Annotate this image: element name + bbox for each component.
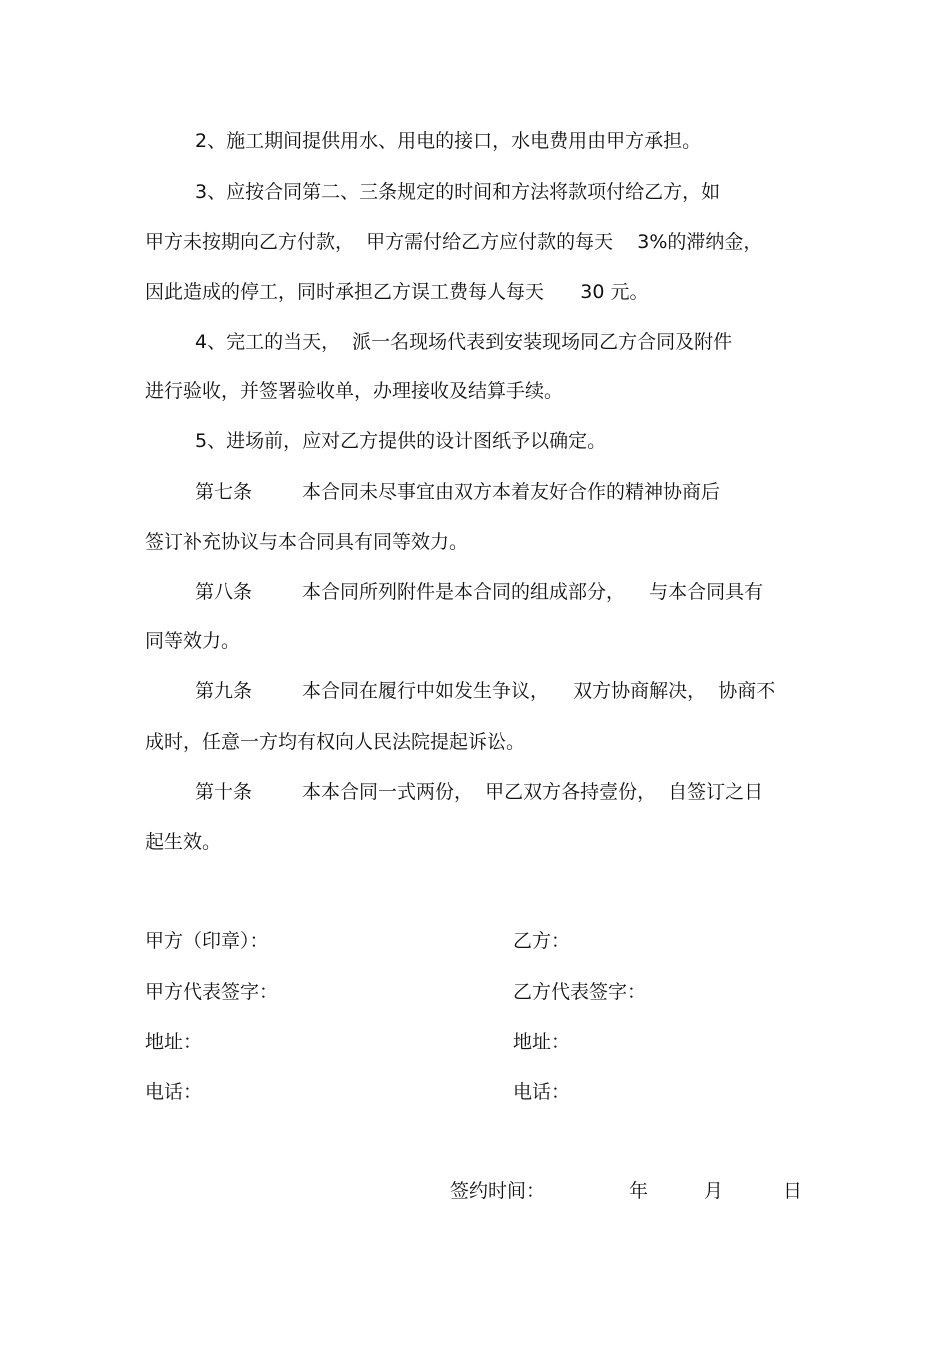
article-10-text: 本本合同一式两份， 甲乙双方各持壹份， 自签订之日 xyxy=(302,781,764,803)
article-7-text: 本合同未尽事宜由双方本着友好合作的精神协商后 xyxy=(302,481,721,503)
party-b-phone-label: 电话： xyxy=(513,1081,571,1103)
article-7-line-1 xyxy=(195,477,720,507)
article-8-text: 本合同所列附件是本合同的组成部分， 与本合同具有 xyxy=(302,581,764,603)
clause-3-line-1: 3、应按合同第二、三条规定的时间和方法将款项付给乙方，如 xyxy=(195,181,721,203)
clause-3-line-3: 因此造成的停工，同时承担乙方误工费每人每天 30 元。 xyxy=(145,281,649,303)
party-a-phone-label: 电话： xyxy=(145,1081,203,1103)
article-7-line-2: 签订补充协议与本合同具有同等效力。 xyxy=(145,531,469,553)
article-9-line-1 xyxy=(195,676,775,706)
article-9-label: 第九条 xyxy=(195,680,253,702)
article-10-label: 第十条 xyxy=(195,781,253,803)
article-8-line-2: 同等效力。 xyxy=(145,630,241,652)
article-8-label: 第八条 xyxy=(195,581,253,603)
clause-4-line-1: 4、完工的当天， 派一名现场代表到安装现场同乙方合同及附件 xyxy=(195,331,733,353)
party-a-seal-label: 甲方（印章）： xyxy=(145,930,269,952)
clause-4-line-2: 进行验收，并签署验收单，办理接收及结算手续。 xyxy=(145,380,564,402)
signing-date xyxy=(450,1176,802,1206)
signing-date-label: 签约时间： xyxy=(450,1180,546,1202)
clause-2: 2、施工期间提供用水、用电的接口，水电费用由甲方承担。 xyxy=(195,130,702,152)
article-9-line-2: 成时，任意一方均有权向人民法院提起诉讼。 xyxy=(145,731,526,753)
party-a-rep-label: 甲方代表签字： xyxy=(145,981,279,1003)
article-9-text: 本合同在履行中如发生争议， 双方协商解决， 协商不 xyxy=(302,680,776,702)
party-b-address-label: 地址： xyxy=(513,1031,571,1053)
clause-3-line-2: 甲方未按期向乙方付款， 甲方需付给乙方应付款的每天 3%的滞纳金， xyxy=(145,231,763,253)
article-7-label: 第七条 xyxy=(195,481,253,503)
party-b-label: 乙方： xyxy=(513,930,571,952)
party-a-address-label: 地址： xyxy=(145,1031,203,1053)
party-b-rep-label: 乙方代表签字： xyxy=(513,981,647,1003)
article-8-line-1 xyxy=(195,577,763,607)
article-10-line-1 xyxy=(195,777,763,807)
article-10-line-2: 起生效。 xyxy=(145,831,222,853)
signing-date-year: 年 xyxy=(629,1180,649,1202)
signing-date-day: 日 xyxy=(783,1180,803,1202)
signing-date-month: 月 xyxy=(704,1180,724,1202)
clause-5: 5、进场前，应对乙方提供的设计图纸予以确定。 xyxy=(195,430,607,452)
